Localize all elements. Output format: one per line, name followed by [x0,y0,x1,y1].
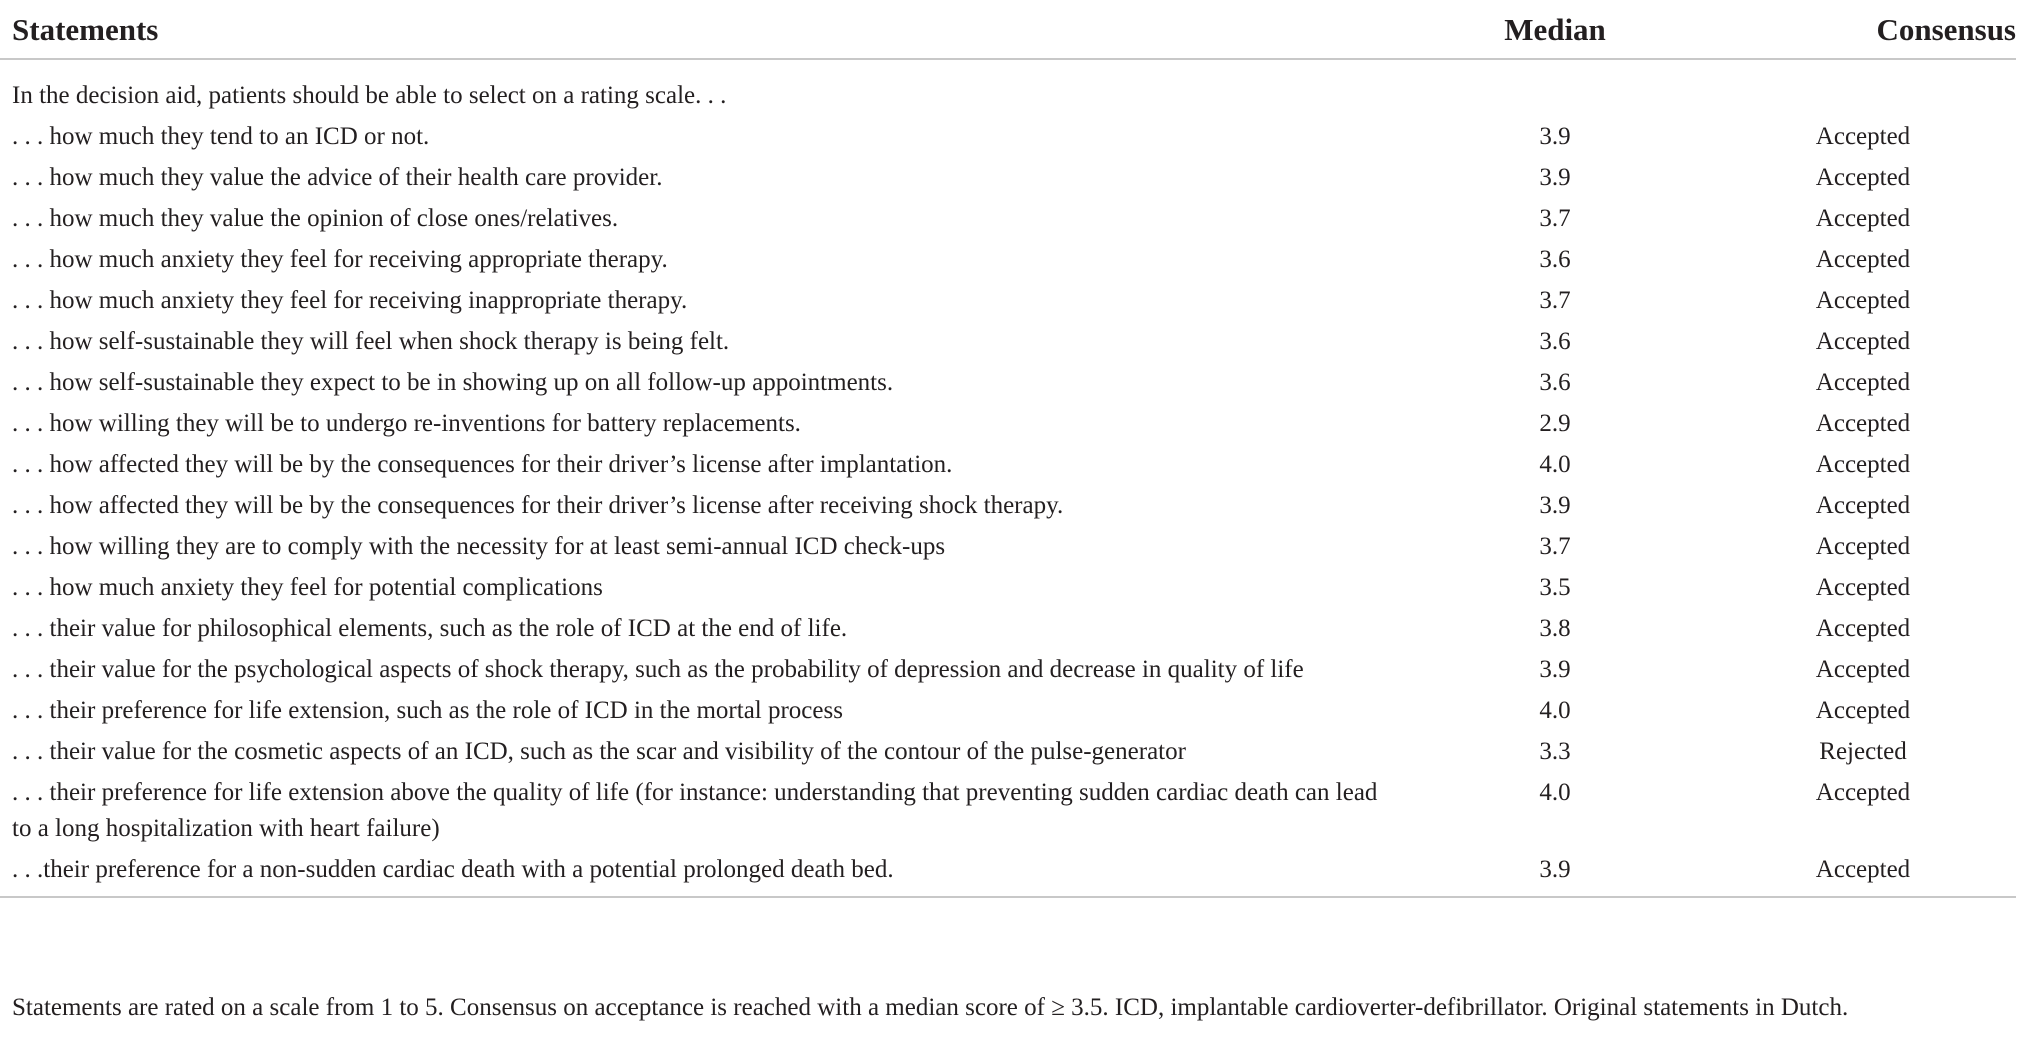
statement-cell: . . . how much anxiety they feel for receiving appropriate therapy. [12,246,668,273]
consensus-cell: Accepted [1815,533,1911,560]
consensus-cell: Accepted [1815,205,1911,232]
table-row [0,281,2016,322]
consensus-cell: Accepted [1815,328,1911,355]
median-cell: 4.0 [1539,451,1571,478]
median-cell: 3.9 [1400,850,1710,897]
consensus-cell: Accepted [1815,123,1911,150]
table-row [0,158,2016,199]
intro-consensus-empty [1710,59,2016,117]
statement-cell: . . . how much anxiety they feel for receiving inappropriate therapy. [12,287,688,314]
median-cell: 3.9 [1539,492,1571,519]
consensus-cell: Accepted [1815,697,1911,724]
statement-cell: . . . how much they value the advice of their health care provider. [12,164,663,191]
consensus-cell: Accepted [1815,656,1911,683]
table-row [0,773,2016,850]
table-row [0,691,2016,732]
statement-cell: . . . their preference for life extension above the quality of life (for instance: understanding that preventing sudden cardiac death can lead to a long hospitalization with heart failure) [12,779,1378,842]
table-row [0,445,2016,486]
table-row [0,609,2016,650]
median-cell: 3.3 [1539,738,1571,765]
median-cell: 3.8 [1539,615,1571,642]
statement-cell: . . . how affected they will be by the consequences for their driver’s license after receiving shock therapy. [12,492,1064,519]
median-cell: 3.9 [1539,164,1571,191]
median-cell: 4.0 [1539,779,1571,806]
header-median: Median [1400,0,1710,59]
median-cell: 3.9 [1539,656,1571,683]
median-cell: 3.6 [1539,246,1571,273]
table-row [0,568,2016,609]
consensus-cell: Accepted [1815,369,1911,396]
table-footnote: Statements are rated on a scale from 1 to 5. Consensus on acceptance is reached with a median score of ≥ 3.5. ICD, implantable cardioverter-defibrillator. Original statements in Dutch. [12,994,1849,1021]
intro-text: In the decision aid, patients should be able to select on a rating scale. . . [12,82,727,109]
median-cell: 3.6 [1539,328,1571,355]
intro-row [0,59,2016,117]
statement-cell: . . . how willing they are to comply with the necessity for at least semi-annual ICD check-ups [12,533,946,560]
table-row [0,850,2016,897]
statement-cell: . . . how self-sustainable they expect to be in showing up on all follow-up appointments. [12,369,894,396]
statement-cell: . . . their value for the psychological aspects of shock therapy, such as the probability of depression and decrease in quality of life [12,656,1304,683]
median-cell: 2.9 [1539,410,1571,437]
statement-cell: . . . how much they tend to an ICD or not. [12,123,430,150]
header-consensus: Consensus [1710,0,2016,59]
median-cell: 3.7 [1539,287,1571,314]
median-cell: 3.9 [1539,123,1571,150]
consensus-cell: Accepted [1815,451,1911,478]
median-cell: 3.7 [1539,533,1571,560]
table-row [0,117,2016,158]
header-row [0,0,2016,59]
statement-cell: . . . how much they value the opinion of close ones/relatives. [12,205,619,232]
consensus-cell: Accepted [1815,164,1911,191]
table-row [0,650,2016,691]
consensus-cell: Accepted [1815,492,1911,519]
table-header [0,0,2016,59]
consensus-cell: Accepted [1815,779,1911,806]
median-cell: 4.0 [1539,697,1571,724]
consensus-cell: Accepted [1815,410,1911,437]
median-cell: 3.7 [1539,205,1571,232]
table-row [0,363,2016,404]
consensus-cell: Rejected [1819,738,1907,765]
statement-cell: . . . how self-sustainable they will feel when shock therapy is being felt. [12,328,730,355]
median-cell: 3.6 [1539,369,1571,396]
table-row [0,199,2016,240]
statement-cell: . . . their value for philosophical elements, such as the role of ICD at the end of life. [12,615,848,642]
table-row [0,527,2016,568]
statement-cell: . . . how affected they will be by the consequences for their driver’s license after implantation. [12,451,953,478]
median-cell: 3.5 [1539,574,1571,601]
table-row [0,732,2016,773]
table-row [0,240,2016,281]
table-body [0,59,2016,897]
statement-cell: . . . how much anxiety they feel for potential complications [12,574,603,601]
statement-cell: . . . their value for the cosmetic aspects of an ICD, such as the scar and visibility of the contour of the pulse-generator [12,738,1186,765]
table-row [0,322,2016,363]
consensus-cell: Accepted [1710,850,2016,897]
consensus-cell: Accepted [1815,287,1911,314]
consensus-cell: Accepted [1815,615,1911,642]
statement-cell: . . . how willing they will be to undergo re-inventions for battery replacements. [12,410,801,437]
statement-cell: . . .their preference for a non-sudden cardiac death with a potential prolonged death bed. [0,850,1400,897]
table-row [0,404,2016,445]
header-statements: Statements [0,0,1400,59]
consensus-cell: Accepted [1815,246,1911,273]
intro-median-empty [1400,59,1710,117]
consensus-cell: Accepted [1815,574,1911,601]
table-row [0,486,2016,527]
statement-cell: . . . their preference for life extension, such as the role of ICD in the mortal process [12,697,843,724]
